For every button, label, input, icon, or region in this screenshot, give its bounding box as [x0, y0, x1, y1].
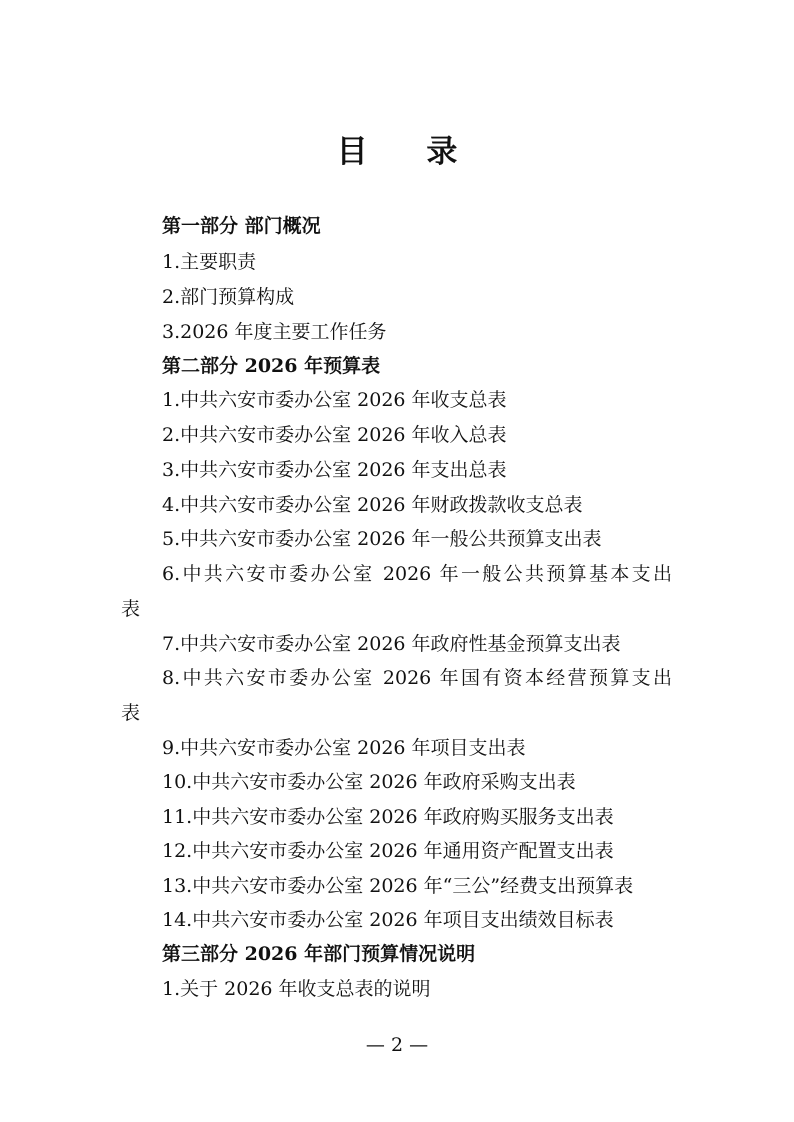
toc-part1-heading: 第一部分 部门概况	[162, 215, 321, 237]
toc-item: 14.中共六安市委办公室 2026 年项目支出绩效目标表	[162, 909, 614, 931]
toc-item: 2.中共六安市委办公室 2026 年收入总表	[162, 424, 507, 446]
toc-item: 11.中共六安市委办公室 2026 年政府购买服务支出表	[162, 806, 614, 828]
toc-item: 10.中共六安市委办公室 2026 年政府采购支出表	[162, 771, 576, 793]
toc-item: 4.中共六安市委办公室 2026 年财政拨款收支总表	[162, 494, 583, 516]
toc-item: 5.中共六安市委办公室 2026 年一般公共预算支出表	[162, 528, 602, 550]
toc-item: 1.主要职责	[162, 251, 257, 273]
page-number: — 2 —	[365, 1034, 429, 1056]
toc-item: 6.中共六安市委办公室 2026 年一般公共预算基本支出	[162, 563, 672, 585]
toc-item: 13.中共六安市委办公室 2026 年“三公”经费支出预算表	[162, 875, 634, 897]
toc-item: 1.中共六安市委办公室 2026 年收支总表	[162, 389, 507, 411]
toc-item-continuation: 表	[121, 702, 141, 724]
toc-item: 3.2026 年度主要工作任务	[162, 321, 387, 343]
toc-item: 7.中共六安市委办公室 2026 年政府性基金预算支出表	[162, 633, 621, 655]
toc-item: 2.部门预算构成	[162, 286, 295, 308]
page-title: 目 录	[336, 134, 482, 170]
toc-part3-heading: 第三部分 2026 年部门预算情况说明	[162, 943, 476, 965]
toc-item-continuation: 表	[121, 598, 141, 620]
toc-item: 9.中共六安市委办公室 2026 年项目支出表	[162, 737, 526, 759]
toc-part2-heading: 第二部分 2026 年预算表	[162, 355, 381, 377]
toc-item: 1.关于 2026 年收支总表的说明	[162, 978, 431, 1000]
toc-item: 12.中共六安市委办公室 2026 年通用资产配置支出表	[162, 840, 614, 862]
toc-item: 8.中共六安市委办公室 2026 年国有资本经营预算支出	[162, 667, 672, 689]
toc-item: 3.中共六安市委办公室 2026 年支出总表	[162, 459, 507, 481]
